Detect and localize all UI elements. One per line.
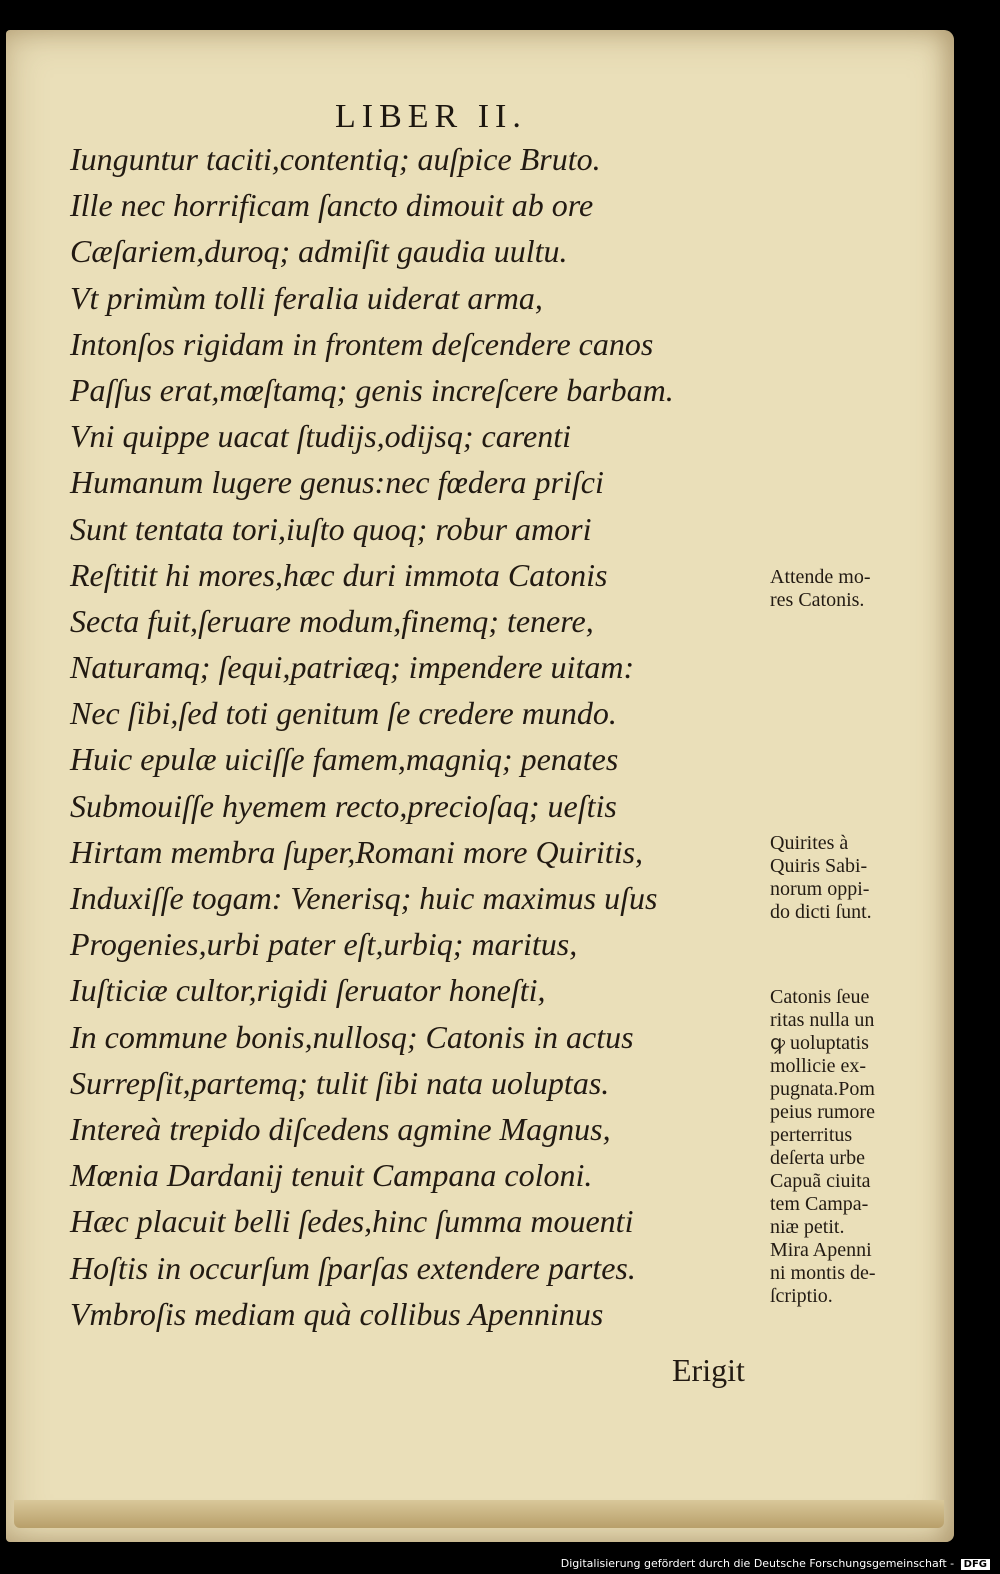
verse-line: Cæſariem,duroq; admiſit gaudia uultu. <box>70 233 568 270</box>
verse-line: Hirtam membra ſuper,Romani more Quiritis, <box>70 833 644 870</box>
verse-line: Humanum lugere genus:nec fœdera priſci <box>70 464 604 501</box>
verse-line: Naturamq; ſequi,patriæq; impendere uitam: <box>70 649 635 686</box>
digitization-credit <box>561 1557 990 1570</box>
verse-line: Vni quippe uacat ſtudijs,odijsq; carenti <box>70 418 571 455</box>
verse-line: Submouiſſe hyemem recto,precioſaq; ueſtis <box>70 787 617 824</box>
verse-text <box>70 136 730 1337</box>
running-head: LIBER II. <box>335 98 527 135</box>
verse-line: Iunguntur taciti,contentiq; auſpice Bruto. <box>70 141 601 177</box>
verse-line: Hoſtis in occurſum ſparſas extendere partes. <box>70 1249 636 1286</box>
verse-line: Surrepſit,partemq; tulit ſibi nata uoluptas. <box>70 1064 610 1101</box>
dfg-logo: DFG <box>961 1559 990 1570</box>
verse-line: Hæc placuit belli ſedes,hinc ſumma mouenti <box>70 1203 634 1240</box>
verse-line: Nec ſibi,ſed toti genitum ſe credere mundo. <box>70 695 617 732</box>
verse-line: Intereà trepido diſcedens agmine Magnus, <box>70 1110 611 1147</box>
verse-line: Reſtitit hi mores,hæc duri immota Catonis <box>70 556 608 593</box>
marginal-note: Quirites à Quiris Sabi- norum oppi- do dicti ſunt. <box>770 832 872 923</box>
verse-line: Intonſos rigidam in frontem deſcendere canos <box>70 325 654 362</box>
verse-line: Progenies,urbi pater eſt,urbiq; maritus, <box>70 926 578 963</box>
page-edge <box>14 1500 944 1528</box>
verse-line: Sunt tentata tori,iuſto quoq; robur amori <box>70 510 592 547</box>
credit-text: Digitalisierung gefördert durch die Deutsche Forschungsgemeinschaft - <box>560 1557 955 1570</box>
marginal-note: Catonis ſeue ritas nulla un ꝙ uoluptatis mollicie ex- pugnata.Pom peius rumore perterritus deſerta urbe Capuã ciuita tem Campa- niæ petit. Mira Apenni ni montis de- ſcriptio. <box>770 986 876 1307</box>
verse-line: Secta fuit,ſeruare modum,finemq; tenere, <box>70 602 594 639</box>
verse-line: Huic epulæ uiciſſe famem,magniq; penates <box>70 741 619 778</box>
marginal-note: Attende mo- res Catonis. <box>770 566 871 611</box>
verse-line: Iuſticiæ cultor,rigidi ſeruator honeſti, <box>70 972 546 1009</box>
verse-line: Vt primùm tolli feralia uiderat arma, <box>70 279 543 316</box>
verse-line: Induxiſſe togam: Venerisq; huic maximus uſus <box>70 880 658 916</box>
verse-line: In commune bonis,nullosq; Catonis in actus <box>70 1018 634 1055</box>
verse-line: Ille nec horrificam ſancto dimouit ab ore <box>70 187 594 224</box>
verse-line: Mœnia Dardanij tenuit Campana coloni. <box>70 1157 593 1194</box>
verse-line: Vmbroſis mediam quà collibus Apenninus <box>70 1295 604 1332</box>
verse-line: Paſſus erat,mœſtamq; genis increſcere barbam. <box>70 371 674 408</box>
catchword: Erigit <box>672 1352 745 1388</box>
